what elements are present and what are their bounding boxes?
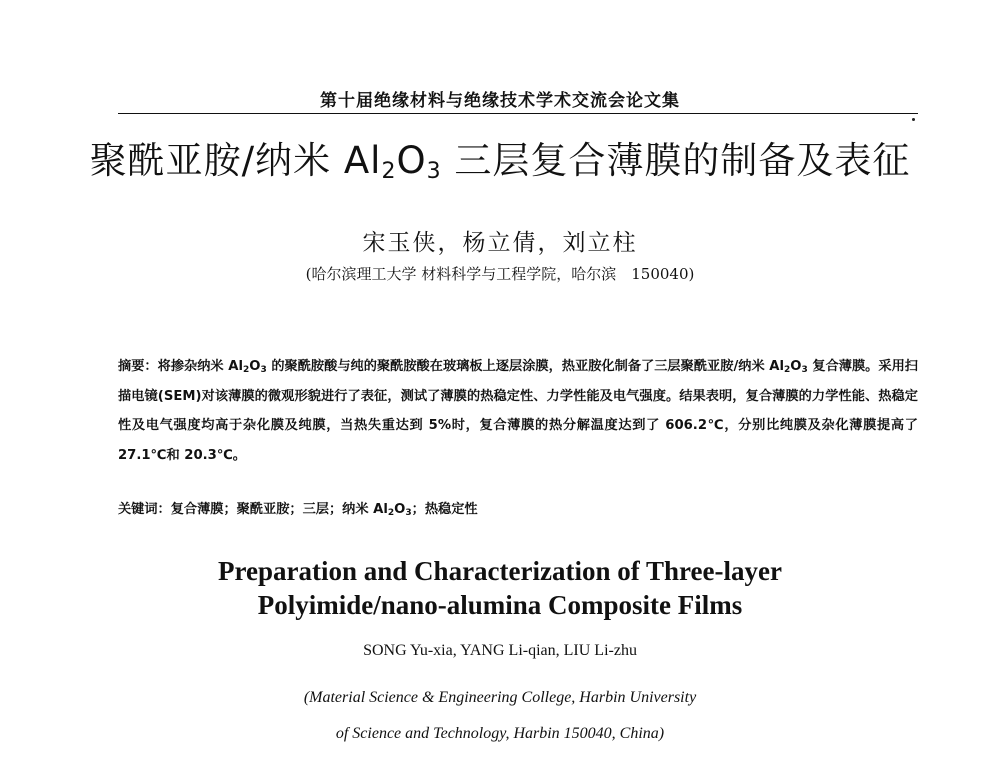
abstract-o: O (790, 359, 802, 374)
chinese-title-sub-2: 2 (381, 159, 397, 184)
chinese-affiliation: (哈尔滨理工大学 材料科学与工程学院，哈尔滨 150040) (305, 265, 695, 283)
abstract-sub: 2 (242, 365, 250, 375)
abstract-text-start: 摘要：将掺杂纳米 Al (118, 359, 243, 374)
english-affiliation (0, 680, 1000, 752)
keywords-sub: 2 (387, 508, 395, 518)
keywords-end: ；热稳定性 (411, 502, 478, 517)
abstract-sub: 3 (801, 365, 808, 375)
abstract-text-end: 复合薄膜。采用扫描电镜(SEM)对该薄膜的微观形貌进行了表征，测试了薄膜的热稳定性、力学性能及电气强度。结果表明，复合薄膜的力学性能、热稳定性及电气强度均高于杂化膜及纯膜，当热失重达到 5%时，复合薄膜的热分解温度达到了 606.2℃，分别比纯膜及杂化薄膜提高了 27.1℃和 20.3℃。 (118, 359, 918, 463)
keywords-o: O (394, 502, 406, 517)
keywords-sub: 3 (405, 508, 412, 518)
abstract-sub: 2 (784, 365, 791, 375)
chinese-title-o: O (396, 139, 427, 182)
english-title (0, 554, 1000, 622)
abstract-sub: 3 (260, 365, 267, 375)
abstract-text-middle: 的聚酰胺酸与纯的聚酰胺酸在玻璃板上逐层涂膜，热亚胺化制备了三层聚酰亚胺/纳米 Al (266, 359, 785, 374)
english-title-line-2: Polyimide/nano-alumina Composite Films (257, 590, 743, 620)
abstract-o: O (249, 359, 261, 374)
chinese-title-suffix: 三层复合薄膜的制备及表征 (441, 139, 911, 182)
english-authors: SONG Yu-xia, YANG Li-qian, LIU Li-zhu (363, 642, 637, 659)
chinese-abstract (118, 352, 918, 470)
chinese-title-prefix: 聚酰亚胺/纳米 Al (89, 139, 382, 182)
scan-speck (912, 118, 915, 121)
chinese-keywords (118, 495, 918, 525)
running-head: 第十届绝缘材料与绝缘技术学术交流会论文集 (320, 91, 680, 111)
english-affiliation-line-2: of Science and Technology, Harbin 150040, China) (335, 725, 665, 742)
english-title-line-1: Preparation and Characterization of Three-layer (218, 556, 782, 586)
chinese-title-sub-3: 3 (426, 159, 442, 184)
chinese-title (0, 130, 1000, 184)
chinese-authors: 宋玉侠，杨立倩，刘立柱 (362, 230, 638, 256)
header-rule (118, 113, 918, 114)
english-affiliation-line-1: (Material Science & Engineering College, Harbin University (303, 689, 697, 706)
abstract-paragraph (118, 352, 918, 470)
keywords-start: 关键词：复合薄膜；聚酰亚胺；三层；纳米 Al (118, 502, 388, 517)
